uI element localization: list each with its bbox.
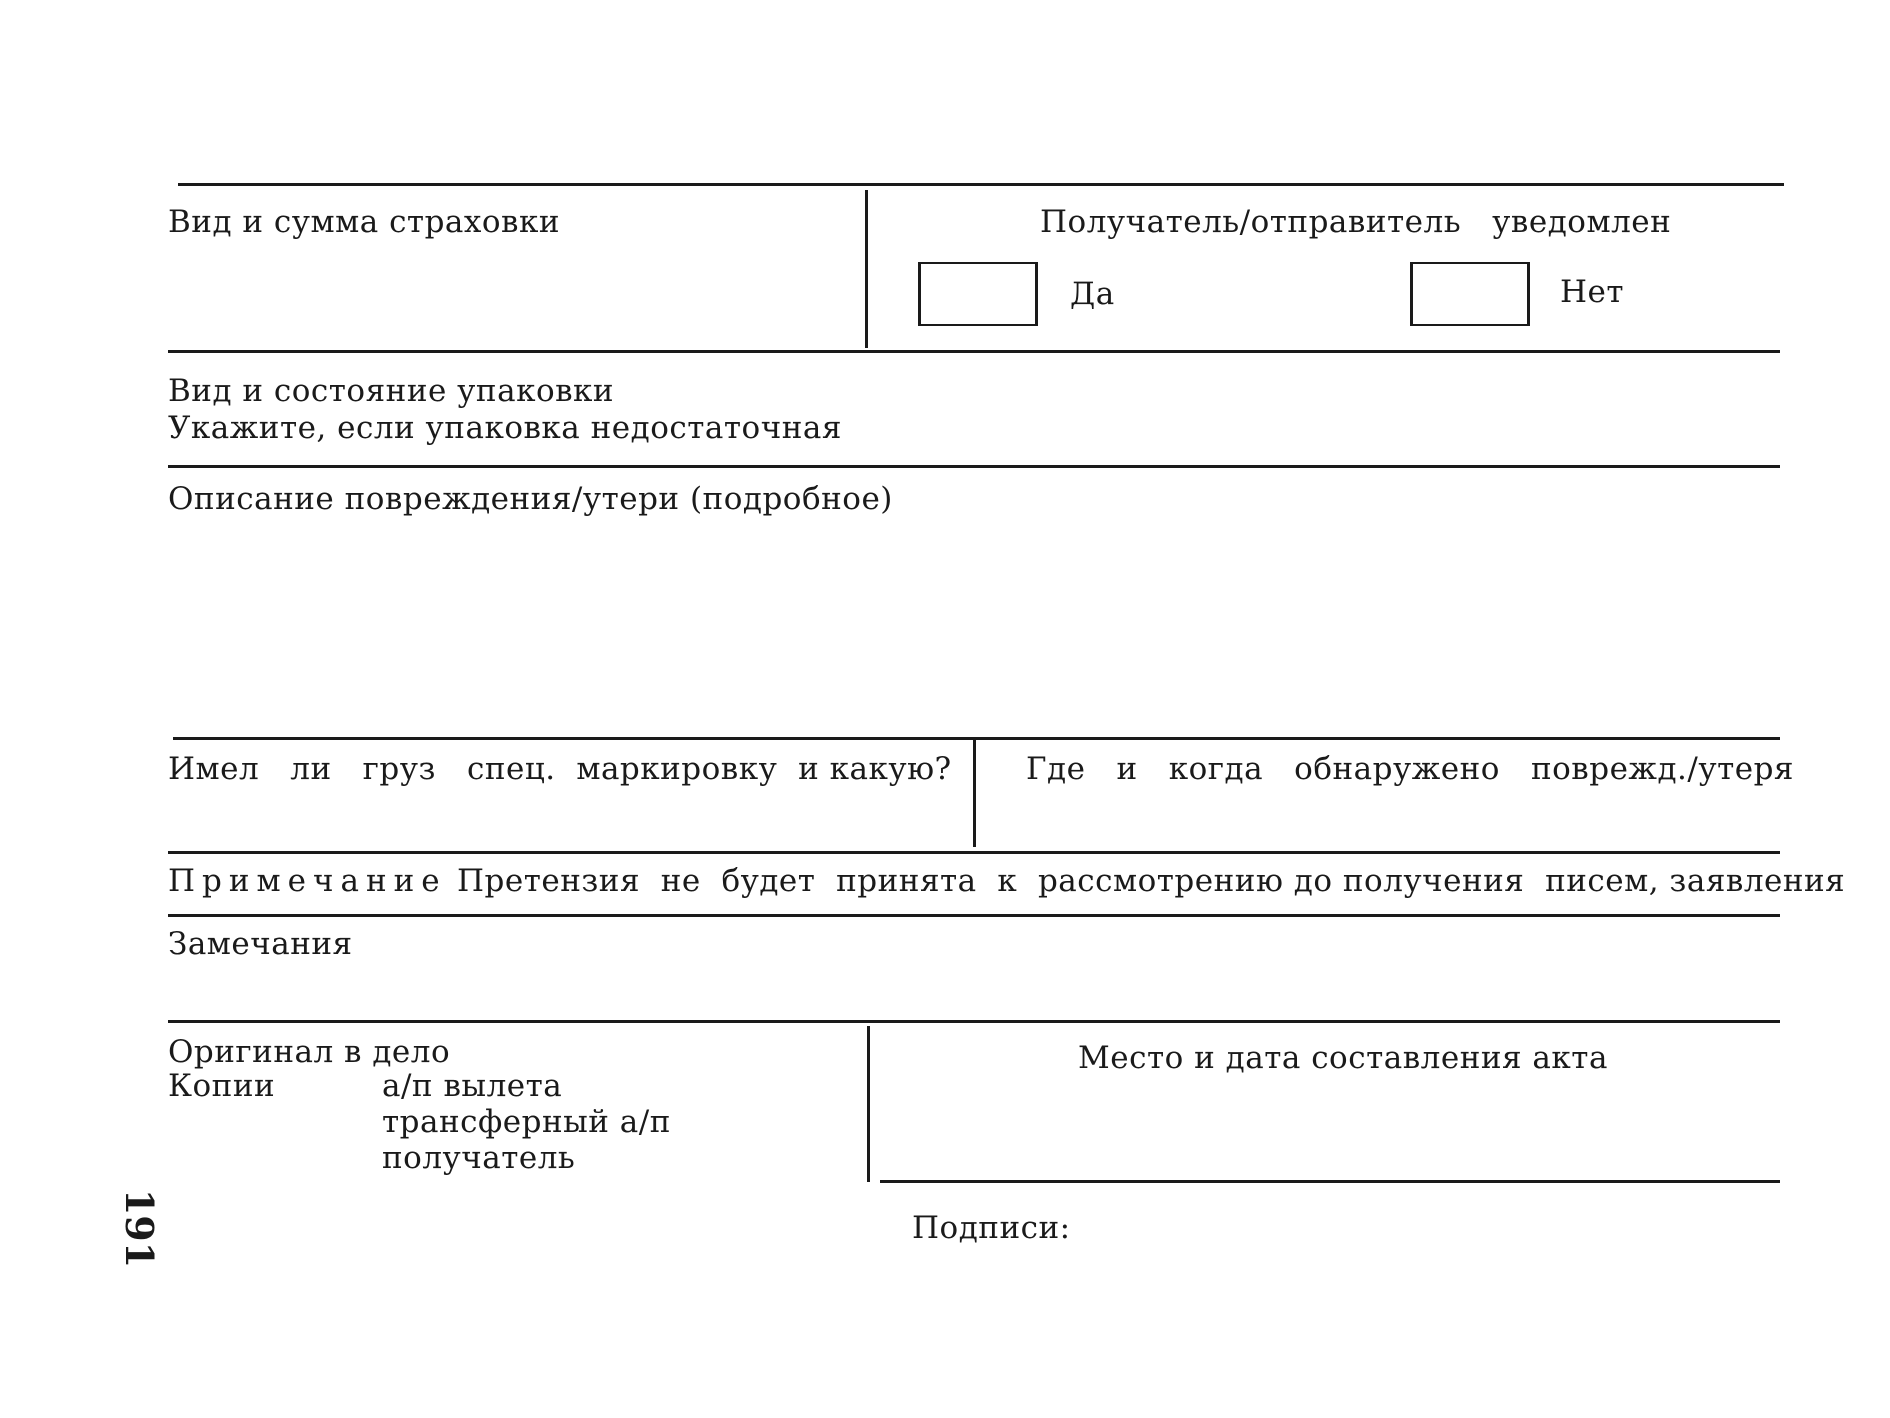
yes-checkbox[interactable] — [918, 262, 1038, 326]
packaging-label: Вид и состояние упаковки — [168, 373, 615, 409]
no-checkbox[interactable] — [1410, 262, 1530, 326]
divider-insurance — [865, 190, 868, 348]
note-heading: Примечание — [168, 863, 447, 899]
top-rule — [178, 183, 1784, 186]
page-number: 191 — [117, 1188, 163, 1269]
notified-label: Получатель/отправитель уведомлен — [1040, 204, 1672, 240]
copies-label: Копии — [168, 1068, 276, 1104]
rule-after-note — [168, 914, 1780, 917]
rule-after-marking — [168, 851, 1780, 854]
option-no-label: Нет — [1560, 274, 1625, 310]
copy-recipient: получатель — [382, 1140, 576, 1176]
option-yes-label: Да — [1070, 276, 1115, 312]
original-label: Оригинал в дело — [168, 1034, 451, 1070]
note-text: Претензия не будет принята к рассмотрению до получения писем, заявления — [457, 863, 1846, 899]
where-when-label: Где и когда обнаружено поврежд./утеря — [1026, 751, 1794, 787]
rule-after-description — [173, 737, 1780, 740]
insurance-label: Вид и сумма страховки — [168, 204, 561, 240]
rule-after-remarks — [168, 1020, 1780, 1023]
copy-recipient: трансферный а/п — [382, 1104, 671, 1140]
divider-marking — [973, 740, 976, 847]
remarks-label: Замечания — [168, 926, 353, 962]
copy-recipient: а/п вылета — [382, 1068, 563, 1104]
rule-after-packaging — [168, 465, 1780, 468]
rule-after-insurance — [168, 350, 1780, 353]
marking-label: Имел ли груз спец. маркировку и какую? — [168, 751, 952, 787]
divider-original — [867, 1026, 870, 1182]
rule-place-date — [880, 1180, 1780, 1183]
place-date-label: Место и дата составления акта — [1078, 1040, 1608, 1076]
note-line — [168, 863, 1845, 899]
packaging-hint: Укажите, если упаковка недостаточная — [168, 410, 842, 446]
signatures-label: Подписи: — [912, 1210, 1071, 1246]
damage-description-label: Описание повреждения/утери (подробное) — [168, 481, 893, 517]
